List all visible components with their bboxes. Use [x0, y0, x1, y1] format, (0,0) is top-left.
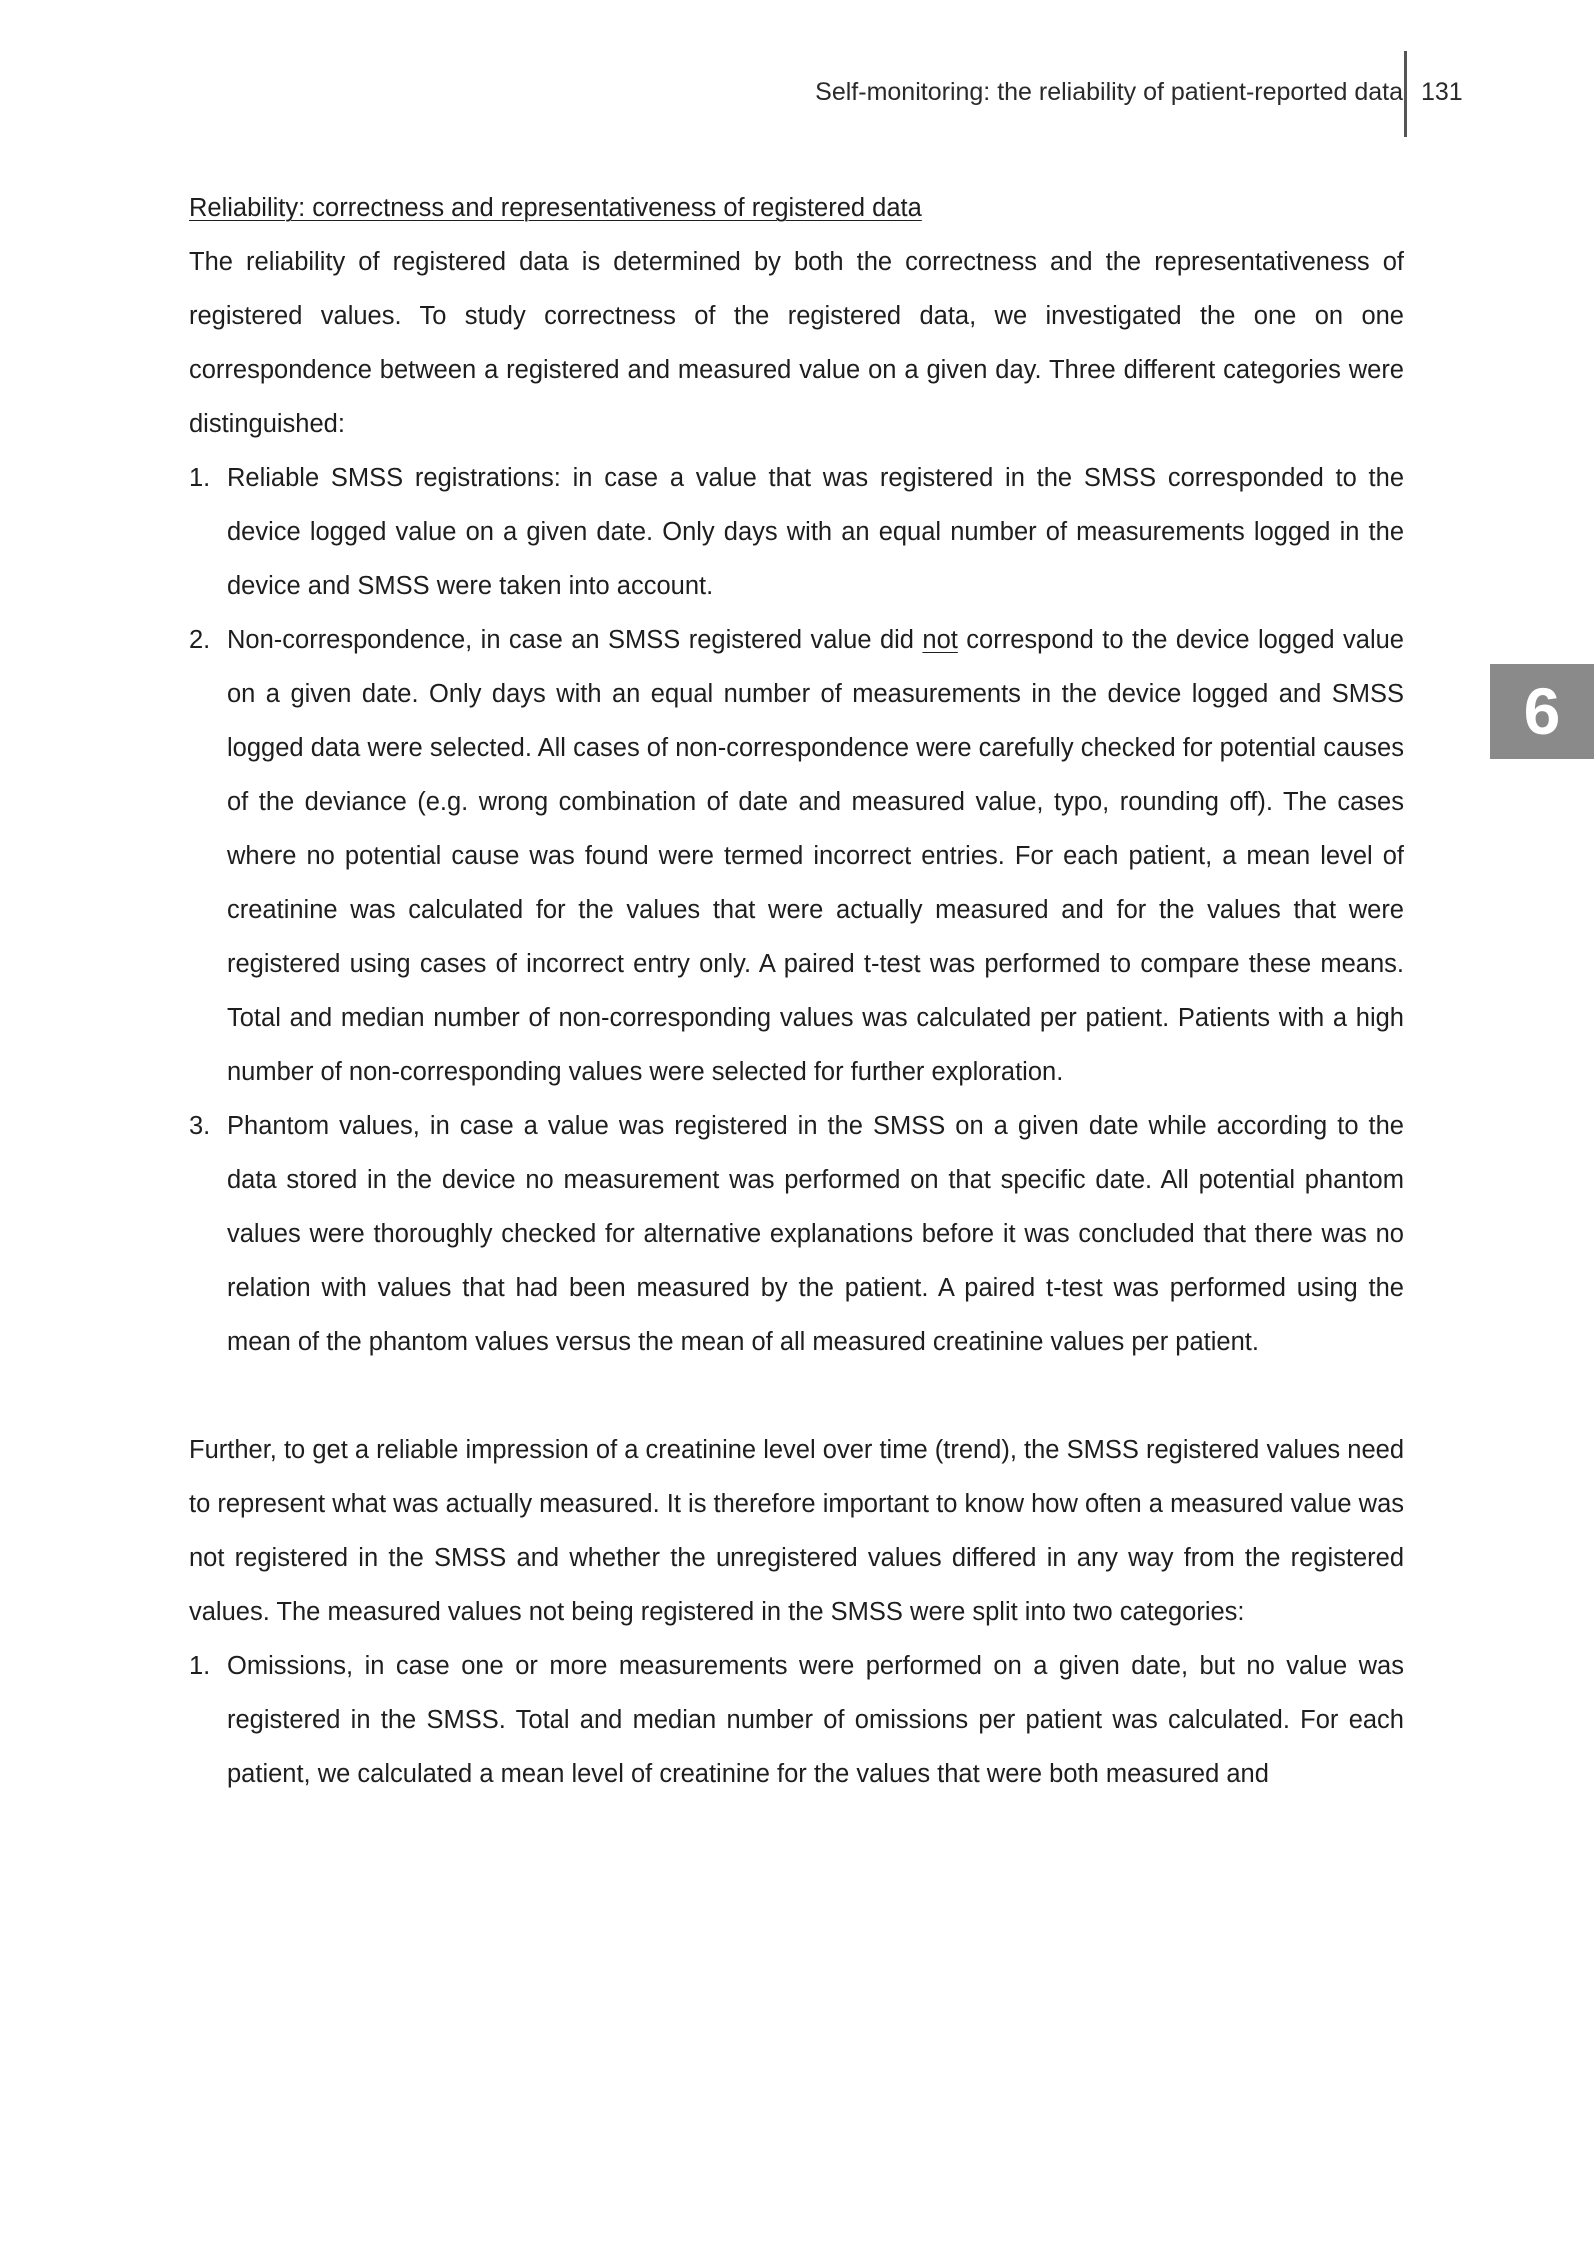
page-number: 131: [1421, 78, 1463, 106]
list-item-text: Phantom values, in case a value was registered in the SMSS on a given date while according to the data stored in the device no measurement was performed on that specific date. All potential phantom values were thoroughly checked for alternative explanations before it was concluded that there was no relation with values that had been measured by the patient. A paired t-test was performed using the mean of the phantom values versus the mean of all measured creatinine values per patient.: [227, 1112, 1404, 1356]
paragraph-spacer: [189, 1369, 1404, 1423]
section-heading-text: Reliability: correctness and representativeness of registered data: [189, 194, 922, 222]
representativeness-paragraph: Further, to get a reliable impression of a creatinine level over time (trend), the SMSS registered values need to represent what was actually measured. It is therefore important to know how often a measured value was not registered in the SMSS and whether the unregistered values differed in any way from the registered values. The measured values not being registered in the SMSS were split into two categories:: [189, 1436, 1404, 1626]
list-item: [189, 1639, 1404, 1801]
running-title: Self-monitoring: the reliability of patient-reported data: [815, 78, 1403, 106]
list-item: [189, 1099, 1404, 1369]
list-item-text-end: correspond to the device logged value on a given date. Only days with an equal number of measurements in the device logged and SMSS logged data were selected. All cases of non-correspondence were carefully checked for potential causes of the deviance (e.g. wrong combination of date and measured value, typo, rounding off). The cases where no potential cause was found were termed incorrect entries. For each patient, a mean level of creatinine was calculated for the values that were actually measured and for the values that were registered using cases of incorrect entry only. A paired t-test was performed to compare these means. Total and median number of non-corresponding values was calculated per patient. Patients with a high number of non-corresponding values were selected for further exploration.: [227, 626, 1404, 1086]
list-item-text: Reliable SMSS registrations: in case a value that was registered in the SMSS corresponded to the device logged value on a given date. Only days with an equal number of measurements logged in the device and SMSS were taken into account.: [227, 464, 1404, 600]
unregistered-list: [189, 1639, 1404, 1801]
list-item-number: 1.: [189, 1652, 211, 1680]
emphasis-not: not: [922, 626, 958, 654]
header-divider: [1404, 51, 1407, 137]
body-text: [189, 181, 1404, 1801]
list-item: [189, 451, 1404, 613]
list-item-number: 2.: [189, 626, 211, 654]
list-item-number: 1.: [189, 464, 211, 492]
intro-paragraph: The reliability of registered data is determined by both the correctness and the representativeness of registered values. To study correctness of the registered data, we investigated the one on one correspondence between a registered and measured value on a given day. Three different categories were distinguished:: [189, 248, 1404, 438]
list-item-text: Omissions, in case one or more measurements were performed on a given date, but no value was registered in the SMSS. Total and median number of omissions per patient was calculated. For each patient, we calculated a mean level of creatinine for the values that were both measured and: [227, 1652, 1404, 1788]
category-list: [189, 451, 1404, 1369]
list-item-text-start: Non-correspondence, in case an SMSS registered value did: [227, 626, 923, 654]
list-item-number: 3.: [189, 1112, 211, 1140]
chapter-tab: 6: [1490, 664, 1594, 759]
list-item: [189, 613, 1404, 1099]
section-heading: [189, 181, 1404, 235]
